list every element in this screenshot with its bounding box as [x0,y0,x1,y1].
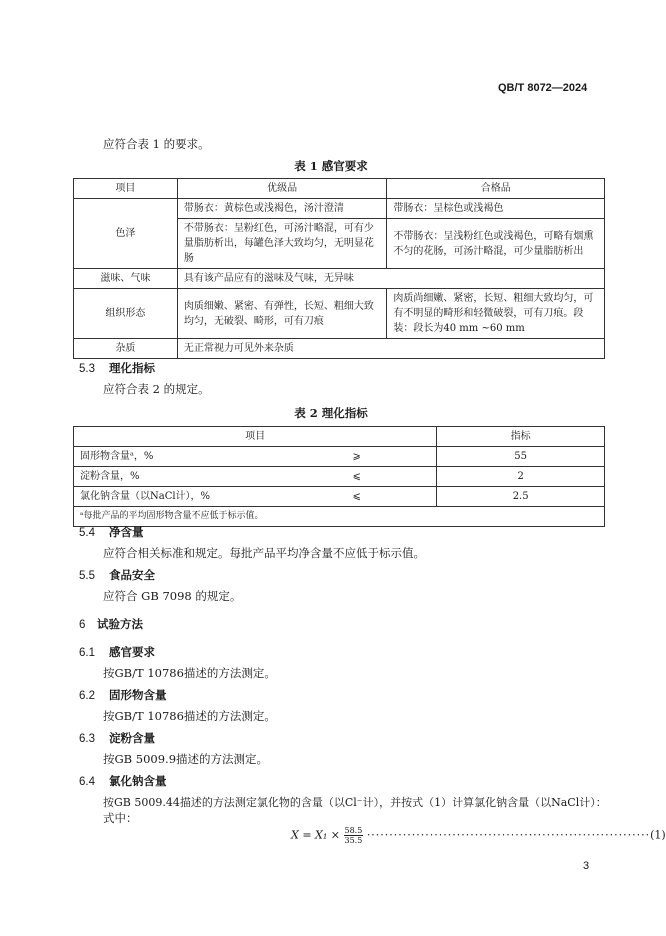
formula-fraction [344,826,364,845]
table-cell: 具有该产品应有的滋味及气味，无异味 [177,269,604,289]
table-cell: 肉质细嫩、紧密、有弹性，长短、粗细大致均匀，无破裂、畸形，可有刀痕 [177,289,387,339]
table-header-row [74,179,605,199]
section-body-6-2: 按GB/T 10786描述的方法测定。 [103,709,276,723]
section-number: 6 [79,619,86,631]
table-footnote: ᵃ每批产品的平均固形物含量不应低于标示值。 [74,507,605,527]
section-heading-6-3 [79,730,155,746]
table-header-cell: 项目 [74,179,178,199]
table-cell-value: 55 [437,447,605,467]
section-title: 淀粉含量 [109,731,155,745]
section-heading-5-5 [79,567,155,583]
table-row [74,339,605,359]
table-cell-operator: ⩽ [277,487,437,507]
formula-denominator: 35.5 [344,836,363,845]
table-cell-item: 固形物含量ᵃ，% [74,447,278,467]
section-number: 6.1 [79,647,95,659]
table-cell-item: 杂质 [74,339,178,359]
table-cell-item: 氯化钠含量（以NaCl计），% [74,487,278,507]
table-cell-item: 滋味、气味 [74,269,178,289]
table-row [74,447,605,467]
table-cell-item: 色泽 [74,199,178,269]
table2-caption: 表 2 理化指标 [294,406,368,420]
table-cell: 不带肠衣：呈浅粉红色或浅褐色，可略有烟熏不匀的花肠，可汤汁略混，可少量脂肪析出 [387,219,605,269]
section-number: 5.5 [79,570,95,582]
section-title: 试验方法 [97,617,143,631]
physicochemical-table [73,426,605,527]
section-title: 食品安全 [109,568,155,582]
section-body-6-4: 按GB 5009.44描述的方法测定氯化物的含量（以Cl⁻计），并按式（1）计算氯化钠含量（以NaCl计）： [103,796,607,809]
page-number: 3 [583,860,590,872]
table-row [74,487,605,507]
table-header-cell: 合格品 [387,179,605,199]
section-body-6-1: 按GB/T 10786描述的方法测定。 [103,666,276,680]
table-header-cell: 优级品 [177,179,387,199]
table-cell-value: 2.5 [437,487,605,507]
section-title: 固形物含量 [109,688,167,702]
table-row [74,289,605,339]
document-number: QB/T 8072—2024 [498,82,588,94]
table-cell: 不带肠衣：呈粉红色，可汤汁略混，可有少量脂肪析出，每罐色泽大致均匀，无明显花肠 [177,219,387,269]
section-heading-6-1 [79,644,155,660]
table-cell-operator: ⩽ [277,467,437,487]
table-cell: 肉质尚细嫩、紧密，长短、粗细大致均匀，可有不明显的畸形和轻微破裂，可有刀痕。段装：段长为40 mm ~60 mm [387,289,605,339]
table-header-cell: 项目 [74,427,437,447]
section-title: 净含量 [109,525,144,539]
table-cell-item: 组织形态 [74,289,178,339]
section-number: 6.2 [79,690,95,702]
formula-lhs: X = X₁ × [291,828,340,842]
table-cell-value: 2 [437,467,605,487]
section-number: 6.4 [79,776,95,788]
section-body-5-4: 应符合相关标准和规定。每批产品平均净含量不应低于标示值。 [103,546,425,560]
table1-caption: 表 1 感官要求 [294,159,368,173]
section-heading-6-2 [79,687,167,703]
table-cell: 无正常视力可见外来杂质 [177,339,604,359]
table-cell-item: 淀粉含量，% [74,467,278,487]
table-cell: 带肠衣：黄棕色或浅褐色，汤汁澄清 [177,199,387,219]
table-footnote-row [74,507,605,527]
section-number: 5.3 [79,363,95,375]
section-number: 5.4 [79,527,95,539]
intro-text: 应符合表 1 的要求。 [103,137,210,151]
section-heading-6-4 [79,773,167,789]
table-cell: 带肠衣：呈棕色或浅褐色 [387,199,605,219]
table-header-cell: 指标 [437,427,605,447]
section-title: 感官要求 [109,645,155,659]
formula-label: (1) [650,828,666,842]
section-body-5-5: 应符合 GB 7098 的规定。 [103,589,242,603]
section-heading-5-4 [79,524,144,540]
formula-prefix: 式中： [103,811,138,825]
table-header-row [74,427,605,447]
table-row [74,199,605,219]
table-row [74,269,605,289]
section-title: 理化指标 [109,361,155,375]
section-heading-6 [79,616,143,632]
table-cell-operator: ⩾ [277,447,437,467]
formula-1 [291,826,666,845]
formula-leader-dots: ······························································· [366,828,651,842]
sensory-requirements-table [73,178,605,359]
formula-numerator: 58.5 [344,826,363,835]
table-row [74,467,605,487]
section-heading-5-3 [79,360,155,376]
section-body-6-3: 按GB 5009.9描述的方法测定。 [103,752,269,766]
section-body-5-3: 应符合表 2 的规定。 [103,382,210,396]
section-title: 氯化钠含量 [109,774,167,788]
section-number: 6.3 [79,733,95,745]
